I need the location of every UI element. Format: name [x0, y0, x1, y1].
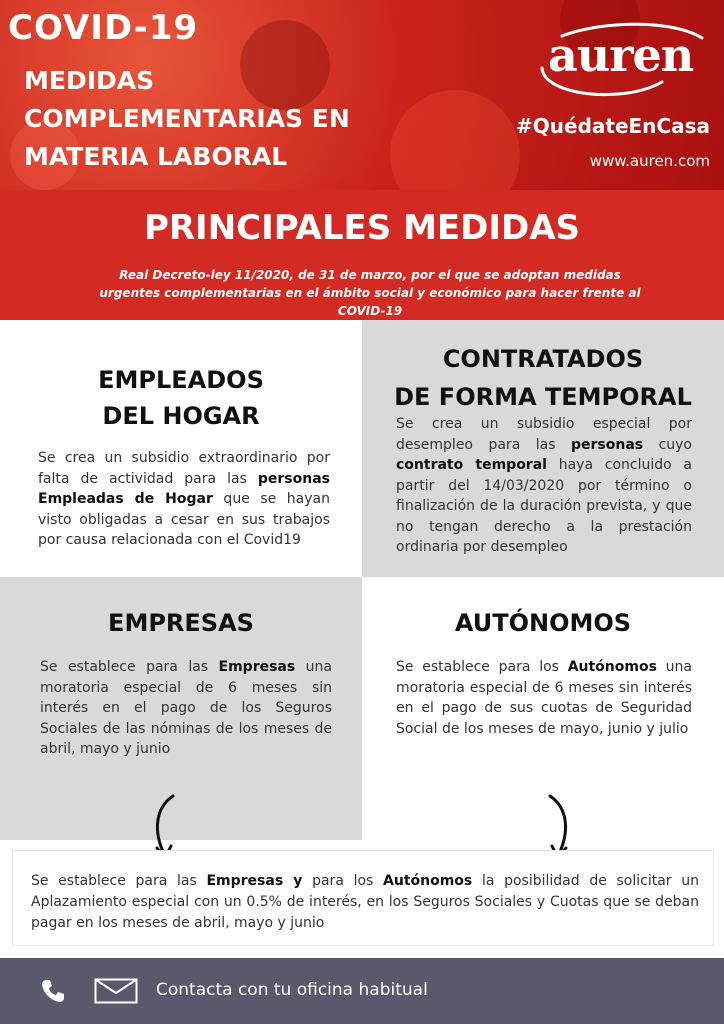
auren-logo	[534, 18, 714, 98]
title-line: DEL HOGAR	[102, 402, 260, 430]
header-hero	[0, 0, 724, 190]
bold-segment: contrato temporal	[396, 457, 547, 473]
text-segment: Se crea un subsidio especial por desempleo para las	[396, 416, 692, 453]
bold-segment: Autónomos	[567, 659, 657, 675]
section-title	[0, 362, 362, 434]
subtitle-line: MATERIA LABORAL	[24, 142, 288, 171]
phone-icon[interactable]	[40, 978, 66, 1004]
title-line: CONTRATADOS	[442, 345, 644, 373]
bold-segment: personas	[570, 436, 644, 453]
text-segment: Se establece para las	[40, 659, 219, 675]
text-segment: cuyo	[643, 436, 692, 453]
bold-segment: Autónomos	[383, 873, 473, 889]
text-segment: que se hayan visto obligadas a cesar en sus trabajos por causa relacionada con el Covid19	[38, 491, 330, 548]
section-text	[396, 414, 692, 558]
section-text	[38, 448, 330, 551]
bold-segment: personas Empleadas de Hogar	[38, 470, 330, 507]
covid-title: COVID-19	[8, 8, 199, 48]
section-text	[40, 657, 332, 760]
banner-title: PRINCIPALES MEDIDAS	[143, 208, 581, 248]
title-line: EMPLEADOS	[98, 366, 264, 394]
section-title: EMPRESAS	[108, 609, 254, 637]
hashtag: #QuédateEnCasa	[516, 114, 710, 138]
text-segment: para los	[302, 873, 384, 889]
text-segment: una moratoria especial de 6 meses sin interés en el pago de sus cuotas de Seguridad Social de los meses de mayo, junio y julio	[396, 659, 693, 737]
text-segment: la posibilidad de solicitar un Aplazamiento especial con un 0.5% de interés, en los Seguros Sociales y Cuotas que se deban pagar en los meses de abril, mayo y junio	[31, 873, 699, 931]
mail-icon[interactable]	[94, 978, 138, 1004]
footer-bar	[0, 958, 724, 1024]
bold-segment: Empresas	[218, 659, 296, 675]
section-contratados-temporal	[362, 320, 724, 577]
virus-decoration	[390, 90, 520, 190]
banner-description: Real Decreto-ley 11/2020, de 31 de marzo, por el que se adoptan medidas urgentes complementarias en el ámbito social y económico para hacer frente al COVID-19	[99, 268, 641, 318]
text-segment: Se establece para los	[396, 659, 568, 675]
subtitle-line: COMPLEMENTARIAS EN	[24, 104, 350, 133]
website-link[interactable]: www.auren.com	[589, 152, 710, 170]
logo-text: auren	[548, 28, 694, 82]
section-text	[396, 657, 692, 739]
document-subtitle	[24, 62, 384, 176]
shared-measure-text	[31, 871, 699, 934]
text-segment: haya concluido a partir del 14/03/2020 por término o finalización de la duración prevista, y que no tengan derecho a la prestación ordinaria por desempleo	[396, 457, 692, 555]
section-empleados-hogar	[0, 320, 362, 577]
text-segment: una moratoria especial de 6 meses sin interés en el pago de los Seguros Sociales de las nóminas de los meses de abril, mayo y junio	[40, 659, 332, 757]
title-line: DE FORMA TEMPORAL	[394, 383, 692, 411]
contact-text: Contacta con tu oficina habitual	[156, 980, 428, 1000]
bold-segment: Empresas y	[206, 873, 303, 889]
text-segment: Se crea un subsidio extraordinario por falta de actividad para las	[38, 450, 330, 487]
shared-measure-box	[12, 850, 714, 946]
main-banner	[0, 190, 724, 320]
text-segment: Se establece para las	[31, 873, 207, 889]
section-title: AUTÓNOMOS	[454, 609, 632, 637]
section-title	[362, 340, 724, 416]
subtitle-line: MEDIDAS	[24, 66, 155, 95]
